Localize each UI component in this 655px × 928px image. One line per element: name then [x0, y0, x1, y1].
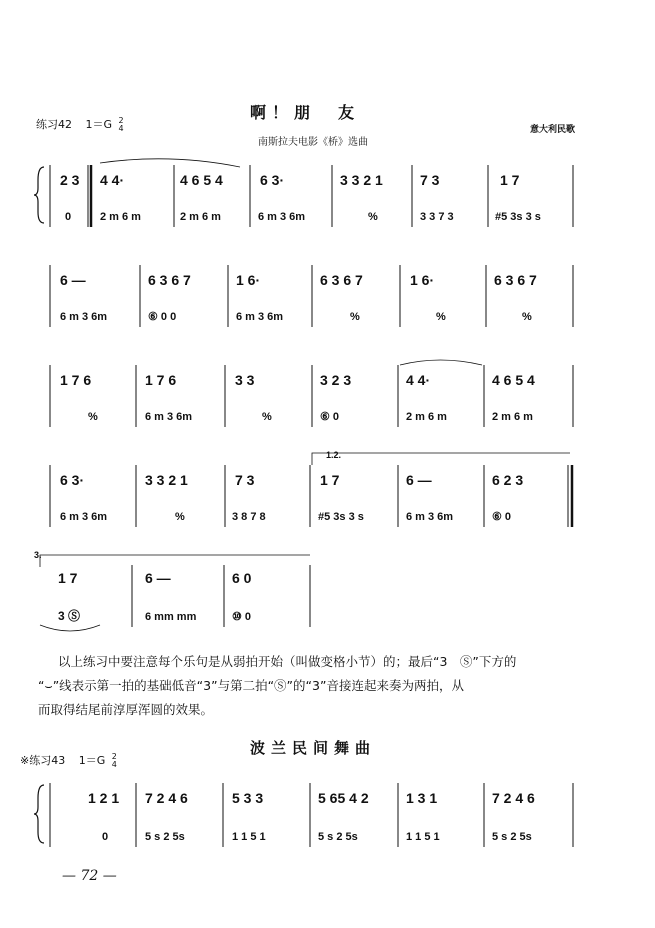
s1-l-1: 0 [65, 211, 72, 223]
s4-l-2: % [175, 511, 185, 523]
s4-l-1: 6 m 3 6m [60, 511, 108, 523]
paragraph-line-1: 以上练习中要注意每个乐句是从弱拍开始（叫做变格小节）的；最后“3 Ⓢ”下方的 [58, 654, 517, 669]
s2-l-3: 6 m 3 6m [236, 311, 284, 323]
s6-l-2: 5 s 2 5s [145, 831, 185, 843]
volta-1-2: 1.2. [326, 450, 342, 460]
s3-l-1: % [88, 411, 98, 423]
s6-u-5: 1 3 1 [406, 790, 438, 806]
s5-l-1: 3 Ⓢ [58, 609, 81, 623]
piece-subtitle: 南斯拉夫电影《桥》选曲 [258, 137, 368, 148]
s1-u-7: 1 7 [500, 172, 520, 188]
s1-u-6: 7 3 [420, 172, 440, 188]
s3-l-4: ⑥ 0 [320, 411, 340, 423]
s6-l-4: 5 s 2 5s [318, 831, 358, 843]
s4-u-1: 6 3· [60, 472, 85, 488]
exercise-number: ※练习43 [20, 754, 66, 767]
s1-u-2: 4 4· [100, 172, 125, 188]
s3-u-1: 1 7 6 [60, 372, 92, 388]
s4-u-6: 6 2 3 [492, 472, 524, 488]
s2-l-6: % [522, 311, 532, 323]
s3-l-2: 6 m 3 6m [145, 411, 193, 423]
staff-system-5 [0, 550, 655, 635]
s6-l-3: 1 1 5 1 [232, 831, 266, 843]
s6-u-4: 5 65 4 2 [318, 790, 369, 806]
s6-u-3: 5 3 3 [232, 790, 264, 806]
paragraph-line-3: 而取得结尾前淳厚浑圆的效果。 [38, 702, 214, 717]
staff-system-6 [0, 775, 655, 855]
s4-l-4: #5 3s 3 s [318, 511, 364, 523]
time-signature-denominator: 4 [118, 124, 124, 133]
s1-l-5: % [368, 211, 378, 223]
time-signature-numerator: 2 [118, 116, 124, 125]
s3-u-4: 3 2 3 [320, 372, 352, 388]
key-signature: 1＝G [78, 754, 106, 767]
s2-u-6: 6 3 6 7 [494, 272, 537, 288]
s3-u-2: 1 7 6 [145, 372, 177, 388]
s5-l-3: ⑩ 0 [232, 611, 252, 623]
exercise-43-title: 波兰民间舞曲 [250, 739, 377, 757]
s4-l-5: 6 m 3 6m [406, 511, 454, 523]
s4-l-6: ⑥ 0 [492, 511, 512, 523]
page-number: — 72 — [62, 868, 117, 884]
s3-l-5: 2 m 6 m [406, 411, 447, 423]
exercise-43-label [20, 752, 117, 769]
s5-u-1: 1 7 [58, 570, 78, 586]
s6-l-6: 5 s 2 5s [492, 831, 532, 843]
s2-l-4: % [350, 311, 360, 323]
time-signature [119, 117, 124, 133]
s6-u-1: 1 2 1 [88, 790, 120, 806]
key-signature: 1＝G [85, 118, 113, 131]
s2-u-1: 6 — [60, 272, 86, 288]
s1-u-4: 6 3· [260, 172, 285, 188]
s3-u-6: 4 6 5 4 [492, 372, 535, 388]
exercise-number: 练习42 [36, 118, 72, 131]
s6-l-5: 1 1 5 1 [406, 831, 440, 843]
s2-u-4: 6 3 6 7 [320, 272, 363, 288]
s1-u-3: 4 6 5 4 [180, 172, 223, 188]
piece-title: 啊！朋 友 [250, 103, 361, 122]
s1-l-3: 2 m 6 m [180, 211, 221, 223]
staff-system-3 [0, 355, 655, 435]
s1-l-6: 3 3 7 3 [420, 211, 454, 223]
piece-source: 意大利民歌 [530, 125, 576, 135]
s1-l-7: #5 3s 3 s [495, 211, 541, 223]
s4-u-2: 3 3 2 1 [145, 472, 188, 488]
s1-u-1: 2 3 [60, 172, 80, 188]
s5-u-3: 6 0 [232, 570, 252, 586]
s2-l-5: % [436, 311, 446, 323]
s5-l-2: 6 mm mm [145, 611, 197, 623]
s3-u-5: 4 4· [406, 372, 431, 388]
staff-system-2 [0, 255, 655, 335]
s4-u-3: 7 3 [235, 472, 255, 488]
staff-system-1 [0, 155, 655, 235]
s5-u-2: 6 — [145, 570, 171, 586]
s1-u-5: 3 3 2 1 [340, 172, 383, 188]
staff-system-4 [0, 450, 655, 535]
s3-l-3: % [262, 411, 272, 423]
s4-u-5: 6 — [406, 472, 432, 488]
s2-l-2: ⑥ 0 0 [148, 311, 177, 323]
s1-l-2: 2 m 6 m [100, 211, 141, 223]
s1-l-4: 6 m 3 6m [258, 211, 306, 223]
volta-3: 3. [34, 550, 42, 560]
time-signature [112, 753, 117, 769]
s2-l-1: 6 m 3 6m [60, 311, 108, 323]
s4-l-3: 3 8 7 8 [232, 511, 266, 523]
s3-l-6: 2 m 6 m [492, 411, 533, 423]
s6-u-2: 7 2 4 6 [145, 790, 188, 806]
paragraph-line-2: “⌣”线表示第一拍的基础低音“3”与第二拍“Ⓢ”的“3”音接连起来奏为两拍，从 [38, 678, 464, 693]
s3-u-3: 3 3 [235, 372, 255, 388]
time-signature-denominator: 4 [111, 760, 117, 769]
s6-u-6: 7 2 4 6 [492, 790, 535, 806]
exercise-42-label [36, 116, 124, 133]
time-signature-numerator: 2 [111, 752, 117, 761]
s2-u-5: 1 6· [410, 272, 435, 288]
s2-u-2: 6 3 6 7 [148, 272, 191, 288]
s6-l-1: 0 [102, 831, 109, 843]
s4-u-4: 1 7 [320, 472, 340, 488]
s2-u-3: 1 6· [236, 272, 261, 288]
explanation-paragraph [38, 650, 618, 722]
